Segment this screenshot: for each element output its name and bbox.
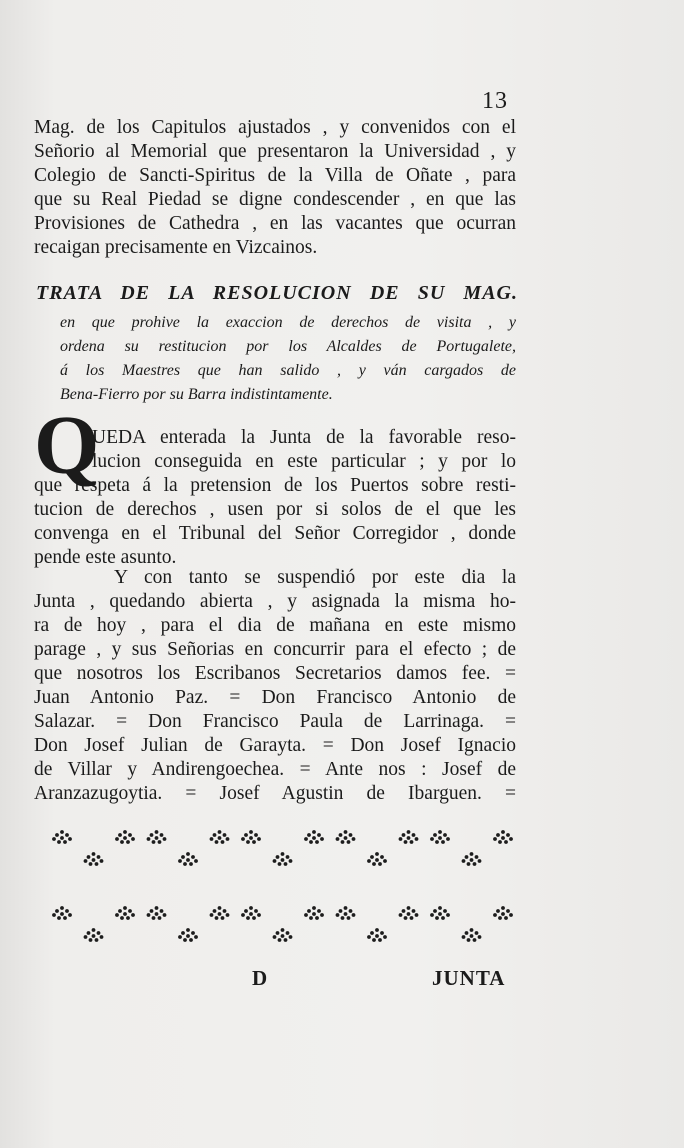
drop-capital: Q [34,399,100,492]
fleuron-cluster [462,852,482,866]
fleuron-cluster [336,906,356,920]
text-line: Colegio de Sancti-Spiritus de la Villa de Oñate , para [34,165,516,186]
opening-paragraph [34,116,516,260]
text-line: Mag. de los Capitulos ajustados , y convenidos con el [34,117,516,138]
fleuron-cluster [273,928,293,942]
fleuron-ornament-top [50,826,520,876]
text-line: parage , y sus Señorias en concurrir para el efecto ; de [34,639,516,660]
text-line: que su Real Piedad se digne condescender , en que las [34,189,516,210]
fleuron-cluster [304,906,324,920]
summary-line: Bena-Fierro por su Barra indistintamente. [60,386,333,403]
text-line: convenga en el Tribunal del Señor Corregidor , donde [34,523,516,544]
fleuron-cluster [115,906,135,920]
fleuron-cluster [493,830,513,844]
signature-mark: D [252,966,268,990]
text-line: Y con tanto se suspendió por este dia la [114,567,516,588]
summary-line: ordena su restitucion por los Alcaldes de Portugalete, [60,338,516,355]
fleuron-cluster [336,830,356,844]
fleuron-cluster [304,830,324,844]
summary-line: en que prohive la exaccion de derechos de visita , y [60,314,516,331]
text-line: Provisiones de Cathedra , en las vacantes que ocurran [34,213,516,234]
page-number: 13 [482,88,508,114]
paragraph-closing [34,566,516,806]
text-line: Señorio al Memorial que presentaron la Universidad , y [34,141,516,162]
section-summary [60,311,516,407]
fleuron-cluster [241,830,261,844]
fleuron-cluster [399,906,419,920]
fleuron-cluster [84,852,104,866]
text-line: Salazar. = Don Francisco Paula de Larrinaga. = [34,711,516,732]
text-line: Don Josef Julian de Garayta. = Don Josef Ignacio [34,735,516,756]
text-line: de Villar y Andirengoechea. = Ante nos : Josef de [34,759,516,780]
fleuron-cluster [210,830,230,844]
section-heading: TRATA DE LA RESOLUCION DE SU MAG. [36,282,518,304]
fleuron-cluster [178,928,198,942]
fleuron-cluster [430,906,450,920]
fleuron-cluster [147,830,167,844]
fleuron-cluster [430,830,450,844]
fleuron-cluster [399,830,419,844]
fleuron-cluster [52,830,72,844]
fleuron-cluster [115,830,135,844]
fleuron-cluster [210,906,230,920]
fleuron-cluster [147,906,167,920]
text-line: que nosotros los Escribanos Secretarios damos fee. = [34,663,516,684]
text-line: pende este asunto. [34,547,177,568]
text-line: Aranzazugoytia. = Josef Agustin de Ibarguen. = [34,783,516,804]
catchword: JUNTA [432,966,506,990]
fleuron-cluster [273,852,293,866]
text-line: Juan Antonio Paz. = Don Francisco Antonio de [34,687,516,708]
text-line: tucion de derechos , usen por si solos de el que les [34,499,516,520]
fleuron-cluster [367,928,387,942]
fleuron-cluster [367,852,387,866]
summary-line: á los Maestres que han salido , y ván cargados de [60,362,516,379]
fleuron-cluster [52,906,72,920]
fleuron-cluster [241,906,261,920]
text-line: ra de hoy , para el dia de mañana en este mismo [34,615,516,636]
text-line: lucion conseguida en este particular ; y por lo [92,451,516,472]
text-line: Junta , quedando abierta , y asignada la misma ho- [34,591,516,612]
fleuron-cluster [493,906,513,920]
fleuron-ornament-bottom [50,900,520,950]
paragraph-resolution [34,426,516,570]
text-line: UEDA enterada la Junta de la favorable reso- [92,427,516,448]
fleuron-cluster [84,928,104,942]
fleuron-cluster [462,928,482,942]
fleuron-cluster [178,852,198,866]
text-line: recaigan precisamente en Vizcainos. [34,237,318,258]
text-line: que respeta á la pretension de los Puertos sobre resti- [34,475,516,496]
